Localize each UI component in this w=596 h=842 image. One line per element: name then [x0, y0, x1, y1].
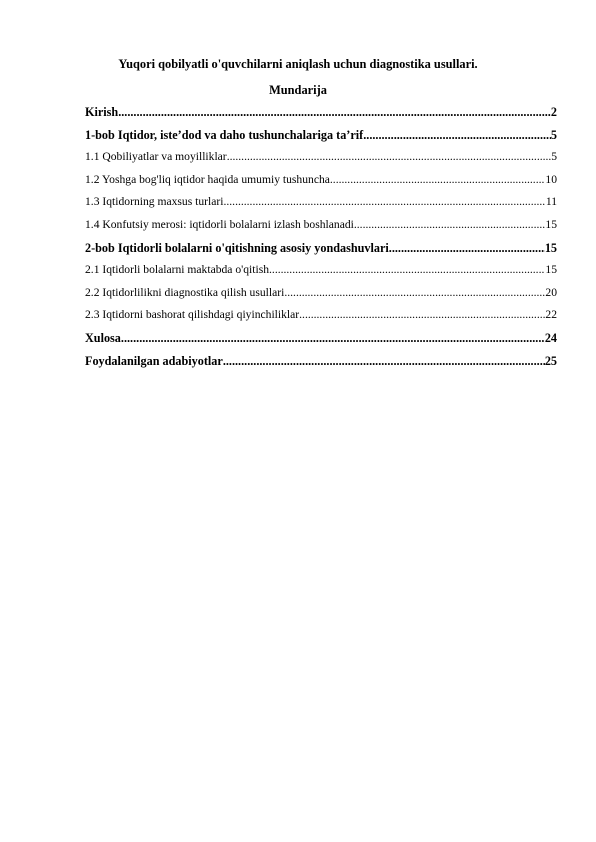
toc-entry-page: 5	[551, 150, 557, 164]
toc-entry-page: 5	[550, 127, 557, 142]
toc-entry-xulosa[interactable]	[85, 330, 557, 353]
toc-entry-section-1-1[interactable]	[85, 149, 557, 172]
toc-entry-page: 25	[544, 353, 557, 368]
toc-entry-page: 20	[545, 285, 557, 299]
toc-entry-chapter-2[interactable]	[85, 240, 557, 263]
toc-entry-title: 2.2 Iqtidorlilikni diagnostika qilish usullari	[85, 285, 285, 299]
toc-entry-page: 2	[550, 105, 557, 119]
toc-entry-page: 15	[544, 240, 557, 255]
toc-entry-chapter-1[interactable]	[85, 127, 557, 150]
toc-leader-dots	[389, 240, 545, 256]
toc-entry-section-2-3[interactable]	[85, 307, 557, 330]
toc-entry-page: 24	[544, 330, 557, 345]
toc-entry-page: 10	[545, 172, 557, 186]
toc-entry-page: 11	[545, 195, 557, 209]
toc-leader-dots	[363, 127, 551, 143]
document-title: Yuqori qobilyatli o'quvchilarni aniqlash uchun diagnostika usullari.	[118, 57, 478, 71]
toc-entry-title: Kirish	[85, 105, 119, 119]
toc-entry-title: 1.4 Konfutsiy merosi: iqtidorli bolalarni izlash boshlanadi	[85, 217, 354, 231]
toc-heading: Mundarija	[269, 83, 327, 97]
toc-leader-dots	[330, 172, 546, 188]
toc-entry-section-2-2[interactable]	[85, 285, 557, 308]
toc-entry-section-1-3[interactable]	[85, 194, 557, 217]
toc-entry-title: 1.3 Iqtidorning maxsus turlari	[85, 195, 224, 209]
toc-entry-section-2-1[interactable]	[85, 262, 557, 285]
toc-leader-dots	[284, 285, 545, 301]
toc-entry-page: 22	[545, 308, 557, 322]
toc-entry-title: 2.1 Iqtidorli bolalarni maktabda o'qitish	[85, 263, 270, 277]
table-of-contents	[85, 104, 557, 375]
toc-entry-section-1-2[interactable]	[85, 172, 557, 195]
toc-entry-references[interactable]	[85, 353, 557, 376]
toc-entry-page: 15	[545, 263, 557, 277]
toc-entry-title: 2.3 Iqtidorni bashorat qilishdagi qiyinchiliklar	[85, 308, 300, 322]
toc-entry-section-1-4[interactable]	[85, 217, 557, 240]
toc-entry-title: Xulosa	[85, 330, 121, 345]
toc-leader-dots	[223, 353, 545, 369]
toc-entry-kirish[interactable]	[85, 104, 557, 127]
toc-entry-title: 1.1 Qobiliyatlar va moyilliklar	[85, 150, 227, 164]
toc-leader-dots	[118, 104, 551, 120]
toc-leader-dots	[269, 262, 545, 278]
toc-leader-dots	[299, 307, 545, 323]
toc-leader-dots	[223, 194, 545, 210]
toc-leader-dots	[121, 330, 545, 346]
toc-entry-title: 1.2 Yoshga bog'liq iqtidor haqida umumiy tushuncha	[85, 172, 330, 186]
toc-entry-title: 1-bob Iqtidor, iste’dod va daho tushunchalariga ta’rif	[85, 127, 364, 142]
toc-entry-title: Foydalanilgan adabiyotlar	[85, 353, 223, 368]
toc-entry-title: 2-bob Iqtidorli bolalarni o'qitishning asosiy yondashuvlari	[85, 240, 389, 255]
toc-leader-dots	[354, 217, 546, 233]
toc-entry-page: 15	[545, 217, 557, 231]
toc-leader-dots	[227, 149, 552, 165]
